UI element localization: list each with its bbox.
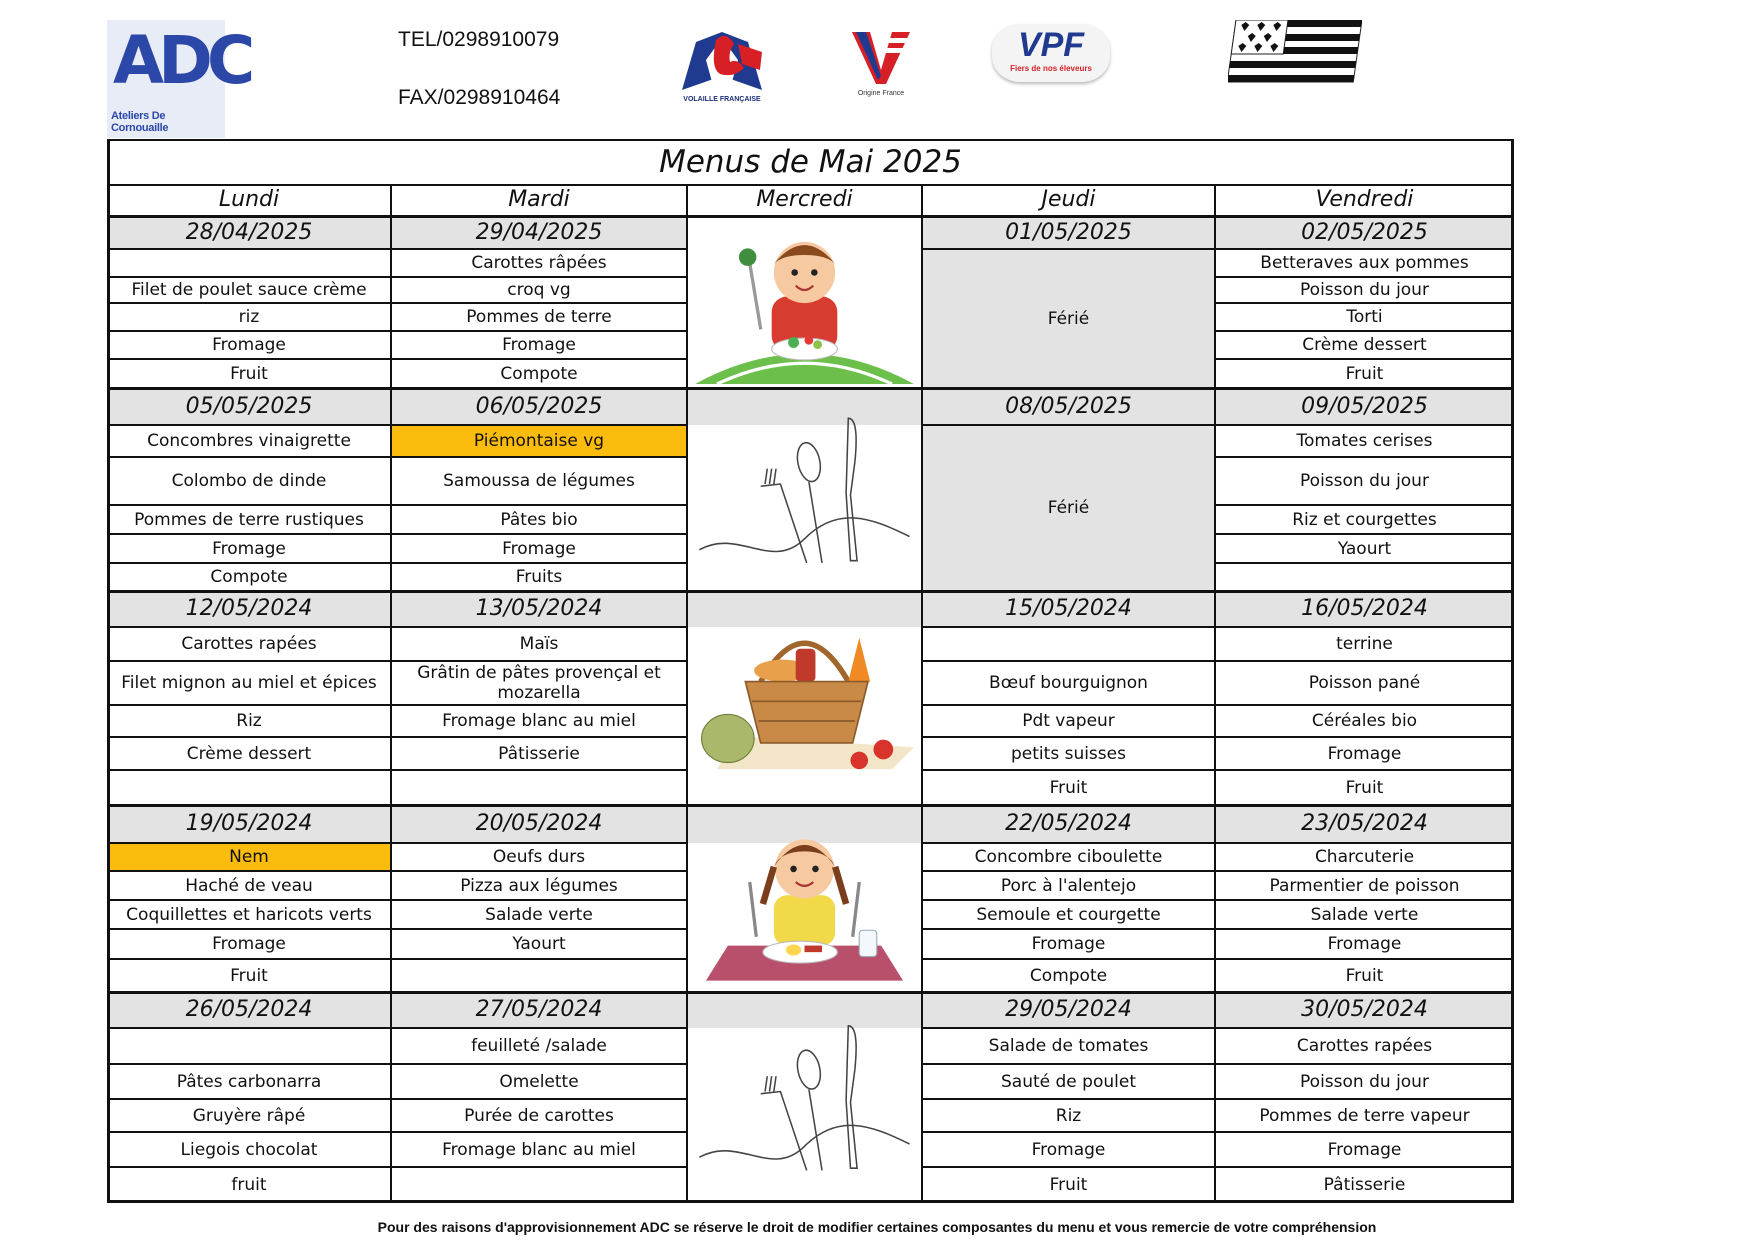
grid-hline (391, 958, 687, 960)
date-label: 22/05/2024 (1005, 811, 1132, 836)
grid-vline (1214, 992, 1216, 1202)
grid-hline (107, 215, 1514, 218)
menu-item-jeudi: Porc à l'alentejo (1000, 875, 1137, 896)
menu-item-vendredi: Céréales bio (1311, 711, 1418, 731)
menu-item-vendredi: Carottes rapées (1296, 1036, 1433, 1056)
menu-item-mardi: Fromage (502, 335, 576, 355)
grid-vline (390, 992, 392, 1202)
menu-item-vendredi: Fruit (1345, 777, 1384, 798)
fax-number: FAX/0298910464 (398, 86, 561, 109)
grid-hline (922, 660, 1215, 662)
day-header-jeudi: Jeudi (1041, 187, 1096, 212)
grid-hline (1215, 704, 1514, 706)
adc-logo-mark: ADC (113, 22, 250, 99)
menu-item-mardi: Compote (500, 363, 578, 384)
grid-hline (107, 184, 1514, 186)
grid-vline (921, 388, 923, 591)
menu-item-mardi: Purée de carottes (464, 1105, 614, 1126)
grid-hline (107, 330, 391, 332)
grid-hline (1215, 562, 1514, 564)
date-label: 23/05/2024 (1301, 811, 1428, 836)
grid-vline (1214, 216, 1216, 388)
menu-item-lundi: Gruyère râpé (192, 1105, 306, 1126)
grid-vline (921, 591, 923, 805)
grid-hline (391, 1131, 687, 1133)
menu-item-mardi: croq vg (507, 280, 571, 300)
grid-vline (1214, 591, 1216, 805)
date-label: 16/05/2024 (1301, 596, 1428, 621)
boy-salad-icon (695, 220, 914, 384)
date-label: 05/05/2025 (185, 393, 313, 419)
grid-vline (390, 388, 392, 591)
grid-hline (107, 1098, 391, 1100)
menu-item-lundi: fruit (231, 1174, 267, 1195)
grid-hline (1215, 899, 1514, 901)
cutlery-icon (695, 996, 914, 1198)
grid-hline (391, 899, 687, 901)
menu-item-lundi: Fromage (212, 335, 286, 355)
grid-hline (107, 736, 391, 738)
grid-hline (107, 1200, 1514, 1203)
grid-hline (107, 928, 391, 930)
grid-hline (922, 958, 1215, 960)
grid-hline (107, 302, 391, 304)
menu-item-vendredi: Pommes de terre vapeur (1259, 1105, 1470, 1126)
grid-hline (107, 276, 391, 278)
grid-hline (391, 769, 687, 771)
boy-eating-salad-illustration (695, 220, 914, 384)
date-label: 15/05/2024 (1005, 596, 1132, 621)
grid-hline (107, 842, 687, 844)
menu-item-lundi (107, 770, 391, 805)
menu-item-mardi (391, 959, 687, 992)
volaille-francaise-text: VOLAILLE FRANÇAISE (683, 96, 761, 103)
grid-hline (107, 1131, 391, 1133)
cutlery-line-drawing (695, 392, 914, 587)
menu-item-mardi: feuilleté /salade (471, 1036, 607, 1056)
girl-eating-breakfast-illustration (695, 809, 914, 988)
grid-hline (391, 456, 687, 458)
menu-item-vendredi: Fruit (1345, 965, 1384, 986)
menu-item-lundi: Filet de poulet sauce crème (131, 280, 367, 300)
grid-hline (1215, 1063, 1514, 1065)
menu-item-vendredi: Fromage (1327, 1139, 1402, 1160)
date-label: 28/04/2025 (185, 219, 313, 245)
vpf-logo (992, 24, 1110, 82)
grid-hline (107, 424, 687, 426)
menu-item-mardi: Pâtes bio (500, 509, 578, 530)
grid-vline (686, 591, 688, 805)
grid-hline (1215, 928, 1514, 930)
day-header-vendredi: Vendredi (1315, 187, 1414, 212)
menu-item-vendredi: Pâtisserie (1323, 1174, 1406, 1195)
menu-item-vendredi: Tomates cerises (1296, 431, 1433, 451)
menu-item-jeudi: Fruit (1049, 777, 1088, 798)
menu-item-jeudi: Bœuf bourguignon (989, 673, 1148, 693)
gwenn-ha-du-flag-icon (1228, 20, 1362, 86)
viande-francaise-logo (848, 30, 914, 102)
date-label: 06/05/2025 (475, 393, 603, 419)
menu-item-lundi: Concombres vinaigrette (147, 431, 351, 451)
vf-caption: Origine France (857, 90, 905, 97)
picnic-basket-illustration (695, 595, 914, 801)
grid-hline (391, 504, 687, 506)
menu-item-jeudi: Concombre ciboulette (974, 847, 1163, 867)
grid-vline (1214, 388, 1216, 591)
vpf-caption: Fiers de nos éleveurs (1010, 64, 1092, 73)
menu-item-vendredi: Poisson du jour (1300, 471, 1429, 491)
date-label: 29/04/2025 (475, 219, 603, 245)
grid-vline (686, 388, 688, 591)
grid-vline (390, 805, 392, 992)
grid-hline (1215, 958, 1514, 960)
grid-hline (922, 736, 1215, 738)
menu-item-mardi: Fromage blanc au miel (442, 1139, 636, 1160)
menu-item-lundi: Colombo de dinde (171, 471, 327, 491)
vf-flag-icon (848, 30, 914, 86)
grid-hline (107, 1166, 391, 1168)
menu-item-mardi: Pâtisserie (498, 743, 580, 764)
grid-hline (107, 456, 391, 458)
grid-hline (1215, 302, 1514, 304)
menu-item-mardi: Yaourt (512, 934, 566, 954)
grid-hline (107, 1063, 391, 1065)
menu-item-jeudi: Sauté de poulet (1001, 1071, 1136, 1092)
menu-item-vendredi (1215, 563, 1514, 591)
date-label: 27/05/2024 (475, 997, 603, 1022)
menu-item-lundi: Coquillettes et haricots verts (126, 904, 372, 925)
grid-vline (390, 216, 392, 388)
grid-vline (107, 139, 110, 1202)
picnic-basket-icon (695, 595, 914, 801)
grid-vline (686, 216, 688, 388)
grid-hline (922, 1027, 1514, 1029)
date-label: 19/05/2024 (185, 811, 313, 836)
grid-hline (1215, 769, 1514, 771)
grid-vline (686, 185, 688, 215)
cutlery-line-drawing (695, 996, 914, 1198)
menu-item-jeudi: petits suisses (1011, 743, 1126, 764)
menu-item-lundi: Liegois chocolat (180, 1139, 318, 1160)
grid-hline (107, 248, 687, 250)
grid-hline (107, 804, 1514, 807)
grid-hline (1215, 456, 1514, 458)
grid-hline (107, 590, 1514, 593)
grid-hline (922, 424, 1514, 426)
grid-hline (107, 1027, 687, 1029)
day-header-mercredi: Mercredi (756, 187, 853, 212)
menu-item-mardi: Piémontaise vg (473, 431, 605, 451)
menu-item-mardi: Fromage (502, 538, 576, 559)
grid-hline (107, 504, 391, 506)
grid-hline (391, 302, 687, 304)
menu-item-vendredi: Torti (1346, 307, 1383, 327)
date-label: 02/05/2025 (1301, 219, 1428, 245)
grid-vline (1214, 805, 1216, 992)
grid-hline (1215, 504, 1514, 506)
menu-item-lundi (107, 249, 391, 277)
adc-logo-subtitle: Ateliers De Cornouaille (111, 110, 169, 134)
menu-item-mardi: Oeufs durs (492, 847, 586, 867)
menu-item-vendredi: Yaourt (1337, 538, 1392, 559)
grid-hline (922, 626, 1514, 628)
menu-item-lundi (107, 1028, 391, 1064)
grid-hline (391, 533, 687, 535)
menu-item-jeudi: Pdt vapeur (1022, 711, 1115, 731)
menu-item-vendredi: Crème dessert (1302, 335, 1427, 355)
grid-hline (391, 562, 687, 564)
grid-hline (1215, 660, 1514, 662)
menu-item-jeudi: Compote (1029, 965, 1108, 986)
date-label: 29/05/2024 (1005, 997, 1132, 1022)
grid-hline (922, 1166, 1215, 1168)
menu-item-lundi: Pâtes carbonarra (176, 1071, 322, 1092)
holiday-label: Férié (1047, 498, 1090, 518)
grid-vline (921, 216, 923, 388)
grid-hline (391, 1166, 687, 1168)
grid-hline (391, 330, 687, 332)
date-label: 30/05/2024 (1301, 997, 1428, 1022)
grid-hline (107, 991, 1514, 994)
grid-hline (1215, 276, 1514, 278)
grid-hline (107, 139, 1514, 141)
menu-item-lundi: Riz (236, 711, 262, 731)
menu-item-lundi: Pommes de terre rustiques (134, 509, 364, 530)
menu-item-lundi: Fruit (230, 965, 268, 986)
grid-hline (1215, 358, 1514, 360)
grid-hline (922, 704, 1215, 706)
grid-vline (921, 185, 923, 215)
grid-hline (107, 387, 1514, 390)
day-header-mardi: Mardi (508, 187, 570, 212)
grid-vline (1511, 139, 1514, 1202)
date-label: 09/05/2025 (1301, 393, 1428, 419)
footer-disclaimer: Pour des raisons d'approvisionnement ADC se réserve le droit de modifier certaines composantes du menu et vous remercie de votre compréhension (377, 1219, 1377, 1235)
grid-hline (922, 1063, 1215, 1065)
grid-hline (391, 704, 687, 706)
grid-hline (391, 358, 687, 360)
menu-item-vendredi: terrine (1336, 634, 1393, 654)
grid-vline (921, 805, 923, 992)
menu-item-mardi: Pizza aux légumes (460, 875, 618, 896)
grid-hline (391, 276, 687, 278)
adc-logo (107, 20, 250, 138)
menu-item-vendredi: Poisson du jour (1300, 1071, 1429, 1092)
menu-table (107, 139, 1514, 1202)
day-header-lundi: Lundi (218, 187, 280, 212)
grid-vline (1214, 185, 1216, 215)
girl-breakfast-icon (695, 809, 914, 988)
date-label: 08/05/2025 (1005, 393, 1132, 419)
menu-item-vendredi: Poisson du jour (1300, 280, 1429, 300)
grid-vline (686, 805, 688, 992)
grid-hline (922, 1131, 1215, 1133)
grid-hline (107, 958, 391, 960)
menu-item-lundi: Nem (229, 847, 269, 867)
grid-hline (1215, 1166, 1514, 1168)
menu-item-mardi (391, 1167, 687, 1202)
date-label: 13/05/2024 (475, 596, 603, 621)
menu-item-mardi: Fruits (515, 567, 563, 587)
menu-item-vendredi: Fromage (1327, 743, 1402, 764)
menu-item-lundi: Fromage (212, 538, 286, 559)
grid-vline (686, 992, 688, 1202)
menu-item-vendredi: Parmentier de poisson (1269, 875, 1460, 896)
menu-item-lundi: riz (238, 307, 260, 327)
menu-item-vendredi: Charcuterie (1314, 847, 1415, 867)
menu-item-mardi: Salade verte (485, 904, 593, 925)
menu-item-jeudi: Fruit (1049, 1174, 1088, 1195)
grid-hline (1215, 330, 1514, 332)
grid-hline (107, 769, 391, 771)
grid-hline (1215, 1131, 1514, 1133)
grid-hline (922, 769, 1215, 771)
grid-hline (391, 736, 687, 738)
menu-item-vendredi: Poisson pané (1308, 673, 1421, 693)
grid-hline (922, 1098, 1215, 1100)
menu-item-lundi: Carottes rapées (181, 634, 317, 654)
vpf-logo-text: VPF (1017, 26, 1085, 64)
menu-item-jeudi: Salade de tomates (988, 1036, 1149, 1056)
grid-hline (107, 704, 391, 706)
grid-hline (107, 562, 391, 564)
grid-hline (107, 870, 391, 872)
grid-vline (921, 992, 923, 1202)
menu-item-jeudi: Semoule et courgette (976, 904, 1161, 925)
breton-flag (1228, 20, 1362, 86)
menu-item-mardi: Omelette (499, 1071, 579, 1092)
menu-item-vendredi: Riz et courgettes (1292, 509, 1437, 530)
menu-item-jeudi (922, 627, 1215, 661)
grid-hline (1215, 533, 1514, 535)
grid-hline (1215, 870, 1514, 872)
holiday-label: Férié (1047, 308, 1090, 329)
menu-item-jeudi: Riz (1055, 1105, 1082, 1126)
menu-item-mardi: Fromage blanc au miel (442, 711, 636, 731)
grid-hline (922, 928, 1215, 930)
grid-hline (391, 928, 687, 930)
volaille-francaise-logo (676, 30, 768, 116)
menu-item-lundi: Fromage (212, 934, 286, 954)
menu-item-vendredi: Betteraves aux pommes (1260, 253, 1469, 273)
grid-hline (391, 1063, 687, 1065)
menu-item-lundi: Haché de veau (185, 875, 313, 896)
phone-number: TEL/0298910079 (398, 28, 560, 51)
menu-item-jeudi: Fromage (1031, 1139, 1106, 1160)
grid-hline (107, 899, 391, 901)
menu-item-mardi (391, 770, 687, 805)
grid-hline (922, 842, 1514, 844)
grid-hline (107, 660, 391, 662)
grid-hline (922, 248, 1514, 250)
menu-item-vendredi: Salade verte (1310, 904, 1419, 925)
grid-hline (1215, 1098, 1514, 1100)
menu-item-mardi: Maïs (519, 634, 559, 654)
grid-vline (390, 591, 392, 805)
grid-hline (391, 870, 687, 872)
grid-hline (107, 358, 391, 360)
grid-hline (391, 660, 687, 662)
date-label: 12/05/2024 (185, 596, 313, 621)
menu-item-jeudi: Fromage (1031, 934, 1106, 954)
grid-hline (391, 1098, 687, 1100)
cutlery-icon (695, 392, 914, 587)
menu-item-mardi: Carottes râpées (471, 253, 607, 273)
menu-item-lundi: Fruit (230, 363, 268, 384)
menu-item-mardi: Grâtin de pâtes provençal et mozarella (417, 663, 661, 703)
grid-hline (1215, 736, 1514, 738)
menu-item-lundi: Crème dessert (186, 743, 312, 764)
rooster-flag-icon (676, 30, 768, 92)
menu-item-vendredi: Fruit (1345, 363, 1384, 384)
menu-item-lundi: Filet mignon au miel et épices (121, 673, 377, 693)
grid-hline (107, 626, 687, 628)
date-label: 26/05/2024 (185, 997, 313, 1022)
menu-item-vendredi: Fromage (1327, 934, 1402, 954)
grid-hline (922, 870, 1215, 872)
date-label: 20/05/2024 (475, 811, 603, 836)
menu-title: Menus de Mai 2025 (659, 144, 962, 180)
grid-hline (107, 533, 391, 535)
date-label: 01/05/2025 (1005, 219, 1132, 245)
grid-hline (922, 899, 1215, 901)
grid-vline (390, 185, 392, 215)
menu-item-mardi: Pommes de terre (466, 307, 612, 327)
menu-item-lundi: Compote (210, 567, 288, 587)
menu-item-mardi: Samoussa de légumes (443, 471, 635, 491)
